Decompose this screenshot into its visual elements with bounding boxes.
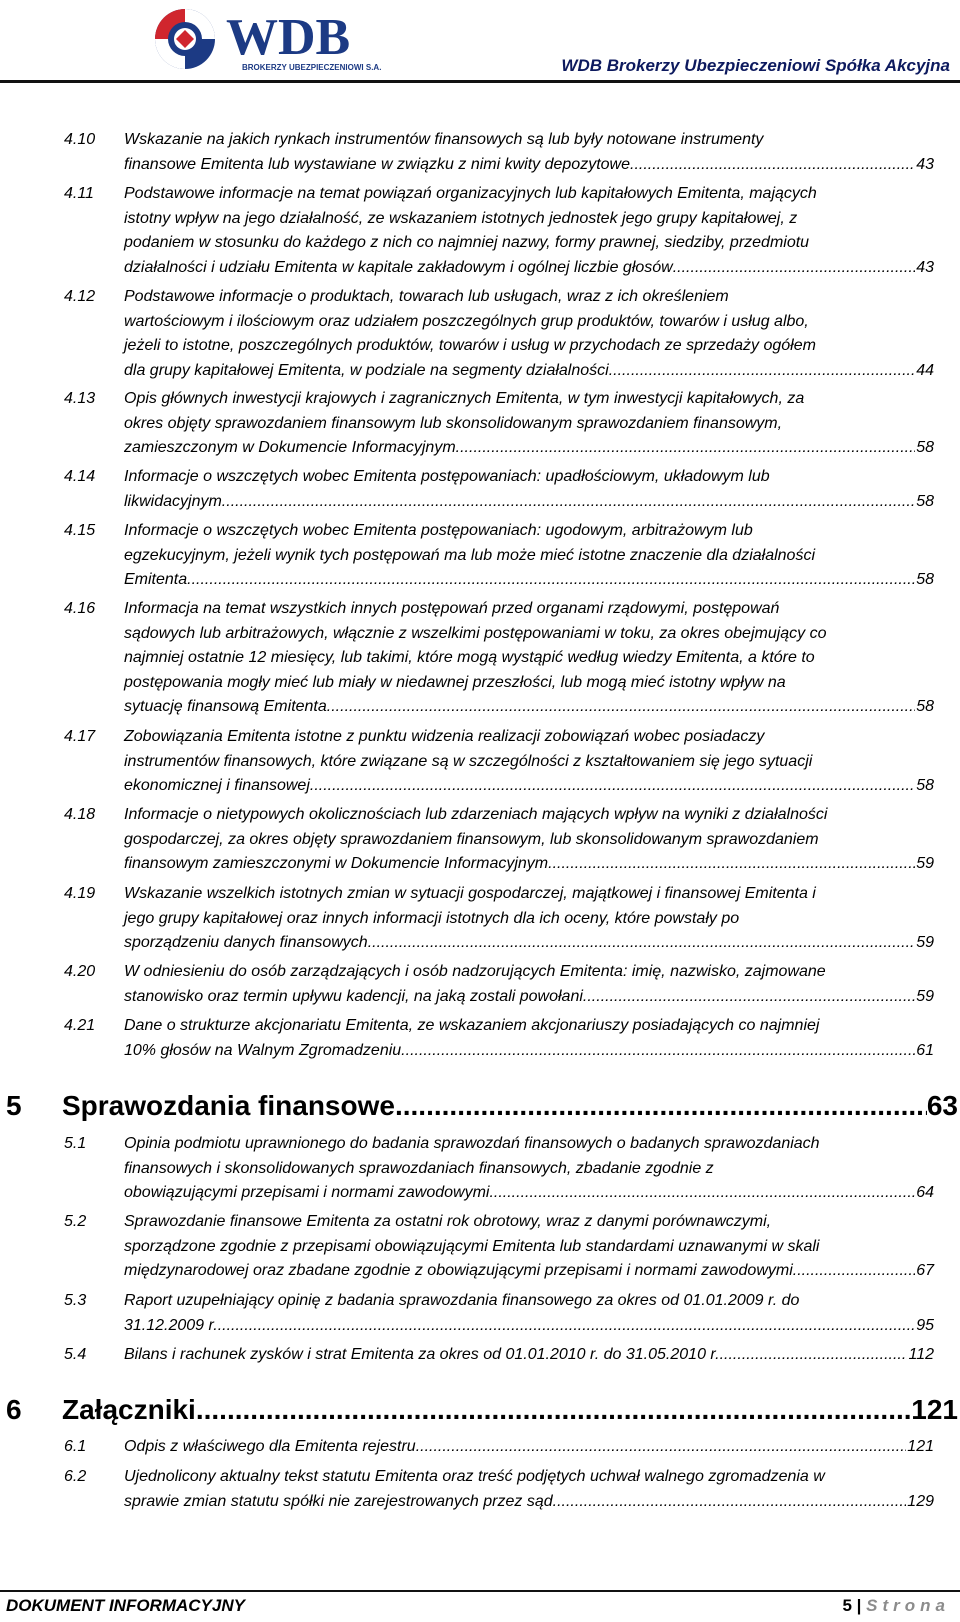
entry-text-line: Raport uzupełniający opinię z badania sprawozdania finansowego za okres od 01.01.2009 r. do [124, 1292, 800, 1309]
entry-text-line: Informacja na temat wszystkich innych postępowań przed organami rządowymi, postępowań [124, 600, 780, 617]
footer-separator: | [856, 1596, 862, 1615]
dot-leader [218, 1314, 916, 1339]
entry-text-line: sporządzeniu danych finansowych [124, 934, 368, 952]
entry-text-line: 31.12.2009 r. [124, 1316, 218, 1334]
dot-leader [416, 1435, 907, 1460]
chapter-page: 121 [911, 1394, 958, 1425]
entry-number: 5.3 [64, 1292, 87, 1309]
entry-text-line: działalności i udziału Emitenta w kapitale zakładowym i ogólnej liczbie głosów [124, 258, 673, 276]
dot-leader [327, 695, 915, 720]
entry-text-line: jego grupy kapitałowej oraz innych informacji istotnych dla ich oceny, które powstały po [124, 909, 740, 927]
entry-page: 61 [916, 1041, 934, 1059]
entry-text-line: Bilans i rachunek zysków i strat Emitenta za okres od 01.01.2010 r. do 31.05.2010 r. [124, 1346, 720, 1363]
entry-text-line: okres objęty sprawozdaniem finansowym lub skonsolidowanym sprawozdaniem finansowym, [124, 414, 783, 432]
footer-page-word: Strona [866, 1596, 950, 1615]
entry-page: 67 [916, 1262, 934, 1280]
entry-text-line: W odniesieniu do osób zarządzających i osób nadzorujących Emitenta: imię, nazwisko, zajmowane [124, 963, 826, 980]
entry-text-line: Ujednolicony aktualny tekst statutu Emitenta oraz treść podjętych uchwał walnego zgromadzenia w [124, 1468, 825, 1485]
entry-number: 4.15 [64, 522, 96, 539]
entry-text-line: postępowania mogły mieć lub miały w niedawnej przeszłości, lub mogą mieć istotny wpływ na [124, 673, 786, 691]
dot-leader [456, 436, 916, 461]
footer-page-indicator [842, 1596, 950, 1616]
dot-leader [368, 931, 916, 956]
dot-leader [196, 1390, 911, 1430]
entry-page: 129 [907, 1492, 934, 1510]
entry-text-line: ekonomicznej i finansowej [124, 777, 310, 795]
entry-page: 59 [916, 987, 934, 1005]
entry-page: 44 [916, 361, 934, 379]
entry-text-line: międzynarodowej oraz zbadane zgodnie z obowiązującymi przepisami i normami zawodowymi [124, 1262, 793, 1280]
dot-leader [720, 1343, 908, 1368]
entry-text-line: Podstawowe informacje na temat powiązań organizacyjnych lub kapitałowych Emitenta, mających [124, 185, 817, 202]
header-divider [0, 80, 960, 83]
entry-number: 4.12 [64, 288, 96, 305]
entry-number: 5.2 [64, 1213, 87, 1230]
entry-number: 4.16 [64, 600, 96, 617]
logo-wordmark: WDB [226, 9, 351, 66]
footer-page-number: 5 [842, 1596, 852, 1615]
entry-text-line: Wskazanie na jakich rynkach instrumentów finansowych są lub były notowane instrumenty [124, 131, 764, 148]
toc-chapter-6[interactable] [0, 1390, 960, 1430]
entry-text-line: Sprawozdanie finansowe Emitenta za ostatni rok obrotowy, wraz z danymi porównawczymi, [124, 1213, 772, 1230]
dot-leader [310, 774, 915, 799]
dot-leader [222, 490, 915, 515]
entry-text-line: sytuację finansową Emitenta [124, 698, 327, 716]
entry-page: 58 [916, 492, 934, 510]
entry-text-line: egzekucyjnym, jeżeli wynik tych postępowań ma lub może mieć istotne znaczenie dla działalności [124, 546, 815, 564]
footer-document-label: DOKUMENT INFORMACYJNY [6, 1596, 245, 1615]
entry-number: 4.10 [64, 131, 96, 148]
entry-number: 5.4 [64, 1346, 87, 1363]
entry-text-line: likwidacyjnym [124, 492, 222, 510]
entry-number: 6.1 [64, 1438, 87, 1455]
entry-text-line: najmniej ostatnie 12 miesięcy, lub takimi, które mogą wystąpić według wiedzy Emitenta, a które to [124, 649, 815, 667]
entry-text-line: Podstawowe informacje o produktach, towarach lub usługach, wraz z ich określeniem [124, 288, 729, 305]
entry-text-line: Informacje o wszczętych wobec Emitenta postępowaniach: ugodowym, arbitrażowym lub [124, 522, 753, 539]
dot-leader [187, 568, 915, 593]
entry-number: 4.19 [64, 885, 96, 902]
chapter-title: Sprawozdania finansowe [62, 1090, 395, 1121]
dot-leader [489, 1181, 915, 1206]
logo-subtext: BROKERZY UBEZPIECZENIOWI S.A. [242, 63, 382, 72]
dot-leader [609, 359, 915, 384]
entry-text-line: obowiązującymi przepisami i normami zawodowymi [124, 1184, 490, 1202]
entry-text-line: instrumentów finansowych, które związane są w szczególności z kształtowaniem się jego sytuacji [124, 752, 813, 770]
entry-page: 58 [916, 698, 934, 716]
header-company-name: WDB Brokerzy Ubezpieczeniowi Spółka Akcyjna [561, 56, 950, 75]
entry-page: 64 [916, 1184, 934, 1202]
entry-text-line: Opinia podmiotu uprawnionego do badania sprawozdań finansowych o badanych sprawozdaniach [124, 1135, 820, 1152]
entry-text-line: Informacje o wszczętych wobec Emitenta postępowaniach: upadłościowym, układowym lub [124, 468, 770, 485]
entry-number: 4.17 [64, 728, 96, 745]
entry-text-line: sprawie zmian statutu spółki nie zarejestrowanych przez sąd [124, 1492, 553, 1510]
dot-leader [630, 153, 915, 178]
entry-text-line: podaniem w stosunku do każdego z nich co najmniej nazwy, formy prawnej, siedziby, przedmiotu [124, 234, 810, 252]
dot-leader [793, 1259, 915, 1284]
entry-text-line: gospodarczej, za okres objęty sprawozdaniem finansowym, lub skonsolidowanym sprawozdaniem [124, 830, 819, 848]
entry-page: 58 [916, 439, 934, 457]
entry-page: 112 [908, 1346, 934, 1363]
chapter-number: 5 [6, 1090, 22, 1121]
dot-leader [553, 1490, 907, 1515]
wdb-logo [150, 6, 420, 76]
entry-text-line: zamieszczonym w Dokumencie Informacyjnym [124, 439, 456, 457]
entry-text-line: sądowych lub arbitrażowych, włącznie z wszelkimi postępowaniami w toku, za okres obejmujący co [124, 624, 827, 642]
entry-page: 121 [907, 1438, 934, 1455]
entry-text-line: Zobowiązania Emitenta istotne z punktu widzenia realizacji zobowiązań wobec posiadaczy [124, 728, 765, 745]
entry-text-line: jeżeli to istotne, poszczególnych produktów, towarów i usług w przychodach ze sprzedaży ogółem [124, 337, 816, 355]
entry-text-line: istotny wpływ na jego działalność, ze wskazaniem istotnych jednostek jego grupy kapitałowej, z [124, 209, 798, 227]
entry-page: 58 [916, 777, 934, 795]
dot-leader [673, 256, 915, 281]
page-header [0, 0, 960, 86]
chapter-title: Załączniki [62, 1394, 196, 1425]
entry-text-line: stanowisko oraz termin upływu kadencji, na jaką zostali powołani [124, 987, 583, 1005]
entry-text-line: wartościowym i ilościowym oraz udziałem poszczególnych grup produktów, towarów i usług albo, [124, 312, 809, 330]
entry-number: 4.18 [64, 806, 96, 823]
entry-text-line: Informacje o nietypowych okolicznościach lub zdarzeniach mających wpływ na wyniki z działalności [124, 806, 828, 823]
dot-leader [401, 1039, 915, 1064]
logo-emblem-icon [155, 9, 215, 69]
entry-text-line: Opis głównych inwestycji krajowych i zagranicznych Emitenta, w tym inwestycji kapitałowych, za [124, 390, 805, 407]
entry-page: 43 [916, 258, 934, 276]
entry-text-line: sporządzone zgodnie z przepisami obowiązującymi Emitenta lub standardami uznawanymi w skali [124, 1237, 820, 1255]
entry-number: 4.14 [64, 468, 96, 485]
entry-text-line: finansowe Emitenta lub wystawiane w związku z nimi kwity depozytowe [124, 155, 630, 173]
entry-text-line: finansowym zamieszczonymi w Dokumencie Informacyjnym [124, 855, 549, 873]
chapter-number: 6 [6, 1394, 22, 1425]
entry-text-line: Dane o strukturze akcjonariatu Emitenta, ze wskazaniem akcjonariuszy posiadających co najmniej [124, 1017, 820, 1034]
entry-text-line: Emitenta [124, 571, 188, 589]
entry-page: 59 [916, 934, 934, 952]
entry-page: 95 [916, 1316, 934, 1334]
entry-number: 4.21 [64, 1017, 96, 1034]
entry-number: 6.2 [64, 1468, 87, 1485]
entry-text-line: 10% głosów na Walnym Zgromadzeniu [124, 1041, 402, 1059]
dot-leader [583, 985, 915, 1010]
entry-text-line: Wskazanie wszelkich istotnych zmian w sytuacji gospodarczej, majątkowej i finansowej Emitenta i [124, 885, 816, 902]
entry-number: 4.11 [64, 185, 94, 202]
entry-page: 43 [916, 155, 934, 173]
entry-number: 4.13 [64, 390, 96, 407]
chapter-page: 63 [926, 1090, 958, 1121]
entry-page: 58 [916, 571, 934, 589]
entry-number: 5.1 [64, 1135, 87, 1152]
entry-page: 59 [916, 855, 934, 873]
footer-divider [0, 1590, 960, 1592]
entry-text-line: Odpis z właściwego dla Emitenta rejestru [124, 1438, 416, 1455]
entry-number: 4.20 [64, 963, 96, 980]
toc-chapter-5[interactable] [0, 1086, 960, 1126]
dot-leader [548, 852, 915, 877]
entry-text-line: finansowych i skonsolidowanych sprawozdaniach finansowych, zbadanie zgodnie z [124, 1159, 714, 1177]
entry-text-line: dla grupy kapitałowej Emitenta, w podziale na segmenty działalności [124, 361, 609, 379]
dot-leader [395, 1086, 927, 1126]
